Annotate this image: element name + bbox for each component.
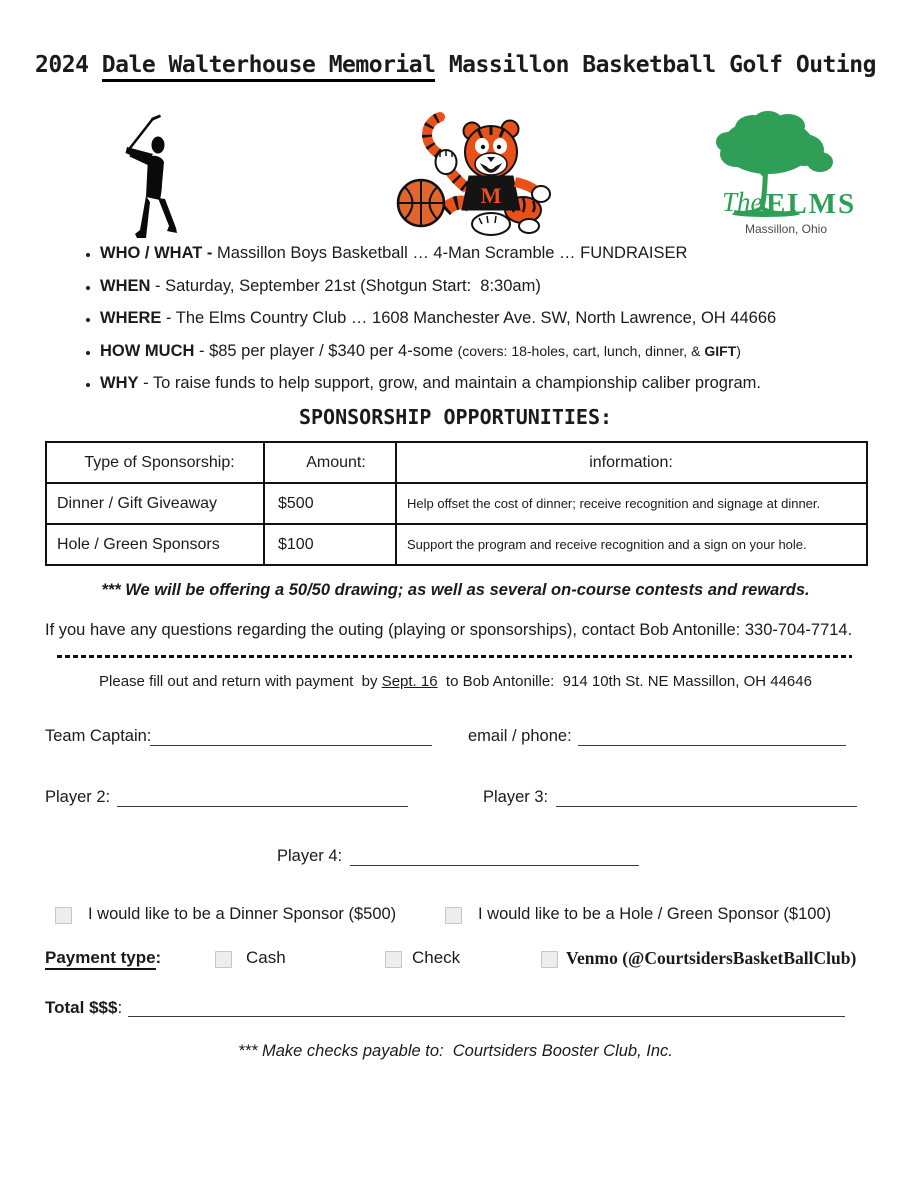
- bullet-how-much-text: - $85 per player / $340 per 4-some: [194, 341, 458, 360]
- payment-type-label: [45, 948, 161, 968]
- player2-label: Player 2:: [45, 788, 111, 806]
- dashed-divider: [57, 655, 852, 658]
- payment-check-checkbox[interactable]: [385, 951, 402, 968]
- return-instructions-post: to Bob Antonille: 914 10th St. NE Massillon, OH 44646: [437, 673, 812, 690]
- return-deadline-date: Sept. 16: [381, 673, 438, 690]
- payment-cash-checkbox[interactable]: [215, 951, 232, 968]
- bullet-why-label: WHY: [100, 374, 139, 392]
- title-suffix: Massillon Basketball Golf Outing: [435, 52, 876, 78]
- team-captain-label: Team Captain:: [45, 727, 152, 745]
- total-label: [45, 998, 122, 1018]
- bullet-where-text: - The Elms Country Club … 1608 Manchester Ave. SW, North Lawrence, OH 44666: [161, 309, 777, 327]
- dinner-sponsor-type-cell: Dinner / Gift Giveaway: [46, 483, 264, 524]
- bullet-when-text: - Saturday, September 21st (Shotgun Start: 8:30am): [150, 276, 541, 295]
- bullet-who-what: [100, 243, 888, 263]
- total-colon: :: [117, 998, 123, 1017]
- svg-text:M: M: [480, 183, 502, 208]
- dinner-sponsor-checkbox[interactable]: [55, 907, 72, 924]
- email-phone-label: email / phone:: [468, 727, 572, 745]
- player-4-row: [0, 847, 911, 871]
- elms-logo-city: Massillon, Ohio: [744, 222, 828, 236]
- bullet-where-label: WHERE: [100, 309, 162, 327]
- fifty-fifty-drawing-note: *** We will be offering a 50/50 drawing; as well as several on-course contests and rewards.: [101, 581, 810, 599]
- dinner-sponsor-amount-cell: $500: [264, 483, 396, 524]
- title-underlined-memorial: Dale Walterhouse Memorial: [102, 52, 436, 82]
- table-row-hole-sponsor: [46, 524, 867, 565]
- bullet-how-much-covers: (covers: 18-holes, cart, lunch, dinner, &: [457, 342, 705, 359]
- bullet-who-what-text: Massillon Boys Basketball … 4-Man Scramble … FUNDRAISER: [212, 244, 688, 262]
- bullet-how-much-close: ): [736, 342, 741, 359]
- elms-country-club-logo: [708, 110, 863, 238]
- bullet-how-much: [100, 341, 888, 361]
- col-header-type: Type of Sponsorship:: [46, 442, 264, 483]
- bullet-why: [100, 373, 888, 393]
- page-title: [0, 52, 911, 78]
- elms-logo-script-the: The: [722, 187, 763, 217]
- massillon-tiger-mascot-icon: [383, 110, 560, 238]
- payment-cash-label: Cash: [246, 948, 286, 967]
- bullet-where: [100, 308, 888, 328]
- email-phone-fill-line[interactable]: [578, 727, 846, 746]
- payment-type-label-text: Payment type: [45, 948, 156, 970]
- player4-label: Player 4:: [277, 847, 343, 865]
- bullet-how-much-gift: GIFT: [704, 342, 737, 359]
- bullet-how-much-label: HOW MUCH: [100, 341, 195, 360]
- dinner-sponsor-info-cell: Help offset the cost of dinner; receive recognition and signage at dinner.: [396, 483, 867, 524]
- title-prefix: 2024: [35, 52, 102, 78]
- golfer-silhouette-icon: [103, 106, 195, 246]
- hole-sponsor-amount-cell: $100: [264, 524, 396, 565]
- sponsorship-table: [45, 441, 868, 566]
- payment-venmo-checkbox[interactable]: [541, 951, 558, 968]
- payment-type-colon: :: [155, 948, 162, 967]
- total-label-text: Total $$$: [45, 998, 118, 1017]
- bullet-when: [100, 276, 888, 296]
- hole-sponsor-type-cell: Hole / Green Sponsors: [46, 524, 264, 565]
- sponsor-checkbox-row: [0, 905, 911, 929]
- col-header-information: information:: [396, 442, 867, 483]
- total-fill-line[interactable]: [128, 998, 845, 1017]
- player4-fill-line[interactable]: [350, 847, 639, 866]
- return-instructions: [0, 673, 911, 690]
- bullet-when-label: WHEN: [100, 276, 151, 295]
- table-row-dinner-sponsor: [46, 483, 867, 524]
- info-bullet-list: [0, 243, 888, 406]
- questions-contact-line: If you have any questions regarding the outing (playing or sponsorships), contact Bob Antonille: 330-704-7714.: [45, 621, 853, 639]
- hole-green-sponsor-label: I would like to be a Hole / Green Sponsor ($100): [478, 905, 832, 923]
- dinner-sponsor-label: I would like to be a Dinner Sponsor ($500): [88, 905, 397, 923]
- payment-check-label: Check: [412, 948, 461, 967]
- team-captain-row: [0, 727, 911, 751]
- return-instructions-pre: Please fill out and return with payment by: [99, 673, 382, 690]
- make-checks-payable-note: *** Make checks payable to: Courtsiders Booster Club, Inc.: [238, 1042, 673, 1060]
- players-2-3-row: [0, 788, 911, 812]
- sponsorship-heading: SPONSORSHIP OPPORTUNITIES:: [298, 405, 613, 429]
- bullet-who-what-label: WHO / WHAT -: [100, 244, 213, 262]
- team-captain-fill-line[interactable]: [150, 727, 432, 746]
- player3-label: Player 3:: [483, 788, 549, 806]
- payment-type-row: [0, 948, 911, 972]
- col-header-amount: Amount:: [264, 442, 396, 483]
- payment-venmo-label: Venmo (@CourtsidersBasketBallClub): [566, 948, 857, 968]
- elms-logo-name: ELMS: [766, 188, 857, 220]
- player3-fill-line[interactable]: [556, 788, 857, 807]
- total-row: [0, 998, 911, 1022]
- sponsorship-table-header-row: [46, 442, 867, 483]
- player2-fill-line[interactable]: [117, 788, 408, 807]
- bullet-why-text: - To raise funds to help support, grow, and maintain a championship caliber program.: [138, 374, 761, 392]
- hole-green-sponsor-checkbox[interactable]: [445, 907, 462, 924]
- hole-sponsor-info-cell: Support the program and receive recognition and a sign on your hole.: [396, 524, 867, 565]
